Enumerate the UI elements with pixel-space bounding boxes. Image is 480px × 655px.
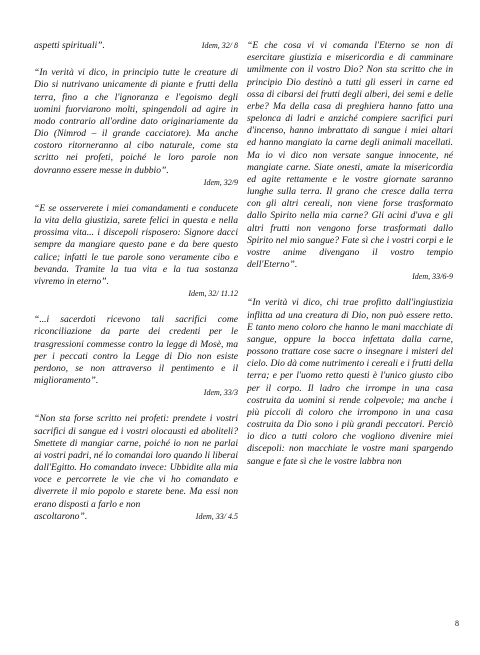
quote-reference: Idem, 33/3 — [203, 388, 238, 398]
quote-block — [34, 40, 238, 52]
quote-text: “E che cosa vi vi comanda l'Eterno se non di esercitare giustizia e misericordia e di camminare umilmente con il vostro Dio? Non sta scritto che in principio Dio destinò a tutti gli esseri in carne ed ossa di cibarsi dei frutti degli alberi, dei semi e delle erbe? Ma della casa di preghiera hanno fatto una spelonca di ladri e anziché compiere sacrifici puri d'incenso, hanno imbrattato di sangue i miei altari ed hanno mangiato la carne degli animali macellati. Ma io vi dico non versate sangue innocente, né mangiate carne. Siate onesti, amate la misericordia ed agite rettamente e le vostre giornate saranno lunghe sulla terra. Il grano che cresce dalla terra con gli altri cereali, non viene forse trasformato dallo Spirito nella mia carne? Gli acini d'uva e gli altri frutti non vengono forse trasformati dallo Spirito nel mio sangue? Fate sì che i vostri corpi e le vostre anime divengano il vostro tempio dell'Eterno”. — [247, 40, 453, 271]
quote-block — [34, 203, 238, 299]
quote-reference: Idem, 32/9 — [203, 177, 238, 187]
quote-text: “Non sta forse scritto nei profeti: prendete i vostri sacrifici di sangue ed i vostri olocausti ed aboliteli? Smettete di mangiar carne, poiché io non ne parlai ai vostri padri, né lo comandai loro quando li liberai dall'Egitto. Ho comandato invece: Ubbidite alla mia voce e percorrete le vie che vi ho comandato e diverrete il mio popolo e starete bene. Ma essi non erano disposti a farlo e non — [34, 413, 238, 510]
quote-block — [34, 314, 238, 398]
quote-reference: Idem, 32/ 8 — [201, 41, 238, 50]
quote-block — [34, 413, 238, 523]
quote-text: “In verità vi dico, chi trae profitto dall'ingiustizia inflitta ad una creatura di Dio, non può essere retto. E tanto meno coloro che hanno le mani macchiate di sangue, oppure la bocca infettata dalla carne, possono trattare cose sacre o insegnare i misteri del cielo. Dio dà come nutrimento i cereali e i frutti della terra; e per l'uomo retto questi è l'unico giusto cibo per il corpo. Il ladro che irrompe in una casa costruita da uomini si rende colpevole; ma anche i più piccoli di coloro che irrompono in una casa costruita da Dio sono i più grandi peccatori. Perciò io dico a tutti coloro che vogliono divenire miei discepoli: non macchiate le vostre mani spargendo sangue e fate sì che le vostre labbra non — [247, 297, 453, 467]
quote-reference: Idem, 33/6-9 — [412, 272, 453, 282]
right-column — [247, 40, 453, 483]
quote-reference: Idem, 33/ 4.5 — [195, 511, 238, 521]
quote-block — [247, 297, 453, 467]
quote-reference: Idem, 32/ 11.12 — [188, 289, 238, 299]
quote-text: “E se osserverete i miei comandamenti e conducete la vita della giustizia, sarete felici in questa e nella prossima vita... i discepoli risposero: Signore dacci sempre da mangiare questo pane e da bere questo calice; infatti le tue parole sono veramente cibo e bevanda. Tramite la tua vita e la tua sostanza vivremo in eterno”. — [34, 202, 238, 287]
quote-text: “In verità vi dico, in principio tutte le creature di Dio si nutrivano unicamente di piante e frutti della terra, fino a che l'ignoranza e l'egoismo degli uomini fuorviarono molti, spingendoli ad agire in modo contrario all'ordine dato originariamente da Dio (Nimrod – il grande cacciatore). Ma anche costoro ritorneranno al cibo naturale, come sta scritto nei profeti, poiché le loro parole non dovranno essere messe in dubbio”. — [34, 67, 238, 176]
quote-block — [34, 67, 238, 188]
quote-text-end: ascoltarono”. — [34, 510, 88, 522]
page-number: 8 — [455, 619, 459, 628]
quote-text: aspetti spirituali”. — [34, 40, 105, 51]
left-column — [34, 40, 238, 538]
quote-text: “...i sacerdoti ricevono tali sacrifici come riconciliazione da parte dei credenti per le trasgressioni commesse contro la legge di Mosè, ma per i peccati contro la Legge di Dio non esiste perdono, se non attraverso il pentimento e il miglioramento”. — [34, 314, 238, 387]
quote-block — [247, 40, 453, 282]
